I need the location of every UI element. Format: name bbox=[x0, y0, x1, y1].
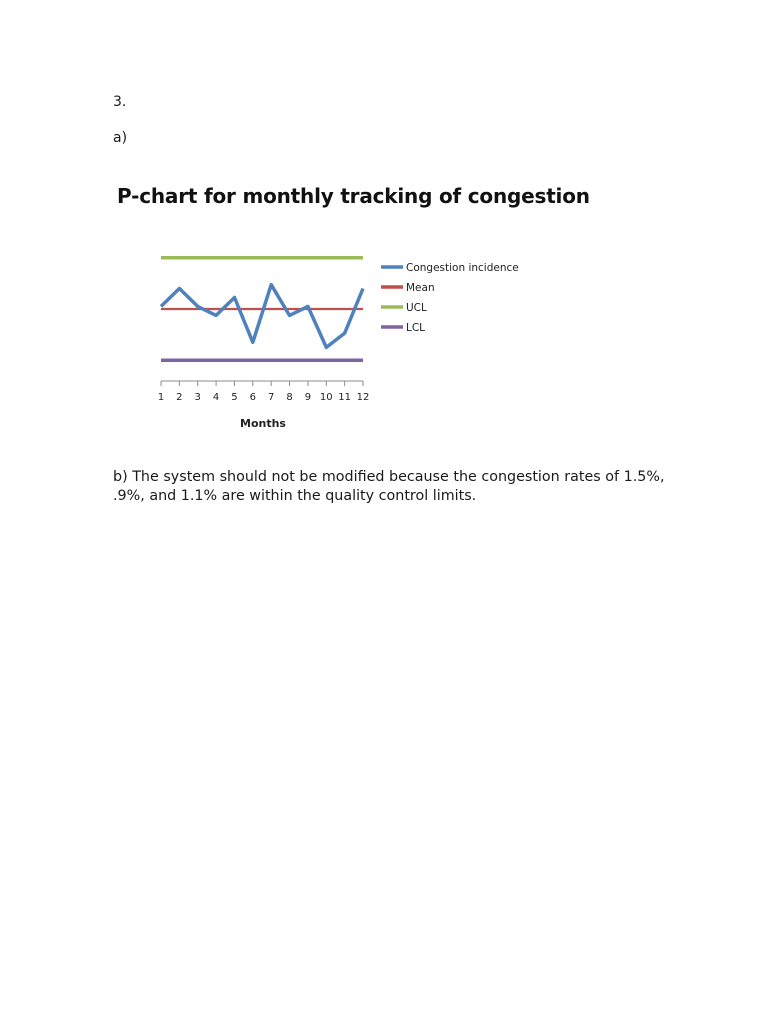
x-tick-label: 9 bbox=[304, 392, 312, 403]
x-tick-label: 4 bbox=[212, 392, 220, 403]
legend-label-congestion-incidence: Congestion incidence bbox=[406, 262, 519, 274]
legend-label-ucl: UCL bbox=[406, 302, 427, 314]
series-line-congestion-incidence bbox=[161, 285, 363, 348]
series-layer bbox=[161, 258, 363, 360]
x-tick-label: 3 bbox=[194, 392, 201, 403]
x-tick-label: 12 bbox=[356, 392, 370, 403]
x-tick-label: 5 bbox=[231, 392, 238, 403]
x-tick-label: 2 bbox=[176, 392, 183, 403]
legend-label-mean: Mean bbox=[406, 282, 435, 294]
x-tick-label: 10 bbox=[319, 392, 333, 403]
x-tick-label: 6 bbox=[249, 392, 257, 403]
x-axis bbox=[158, 381, 370, 403]
part-a-label: a) bbox=[113, 130, 128, 146]
part-b-answer: b) The system should not be modified because the congestion rates of 1.5%, .9%, and 1.1% are within the quality control limits. bbox=[113, 469, 665, 504]
p-chart-svg bbox=[100, 230, 560, 440]
legend bbox=[381, 262, 519, 334]
x-axis-label: Months bbox=[240, 417, 286, 430]
x-tick-label: 11 bbox=[338, 392, 352, 403]
question-number: 3. bbox=[113, 94, 127, 110]
legend-label-lcl: LCL bbox=[406, 322, 426, 334]
x-tick-label: 1 bbox=[157, 392, 165, 403]
x-tick-label: 8 bbox=[286, 392, 293, 403]
chart-title: P-chart for monthly tracking of congestion bbox=[117, 184, 590, 208]
x-tick-label: 7 bbox=[267, 392, 275, 403]
p-chart bbox=[100, 230, 560, 440]
